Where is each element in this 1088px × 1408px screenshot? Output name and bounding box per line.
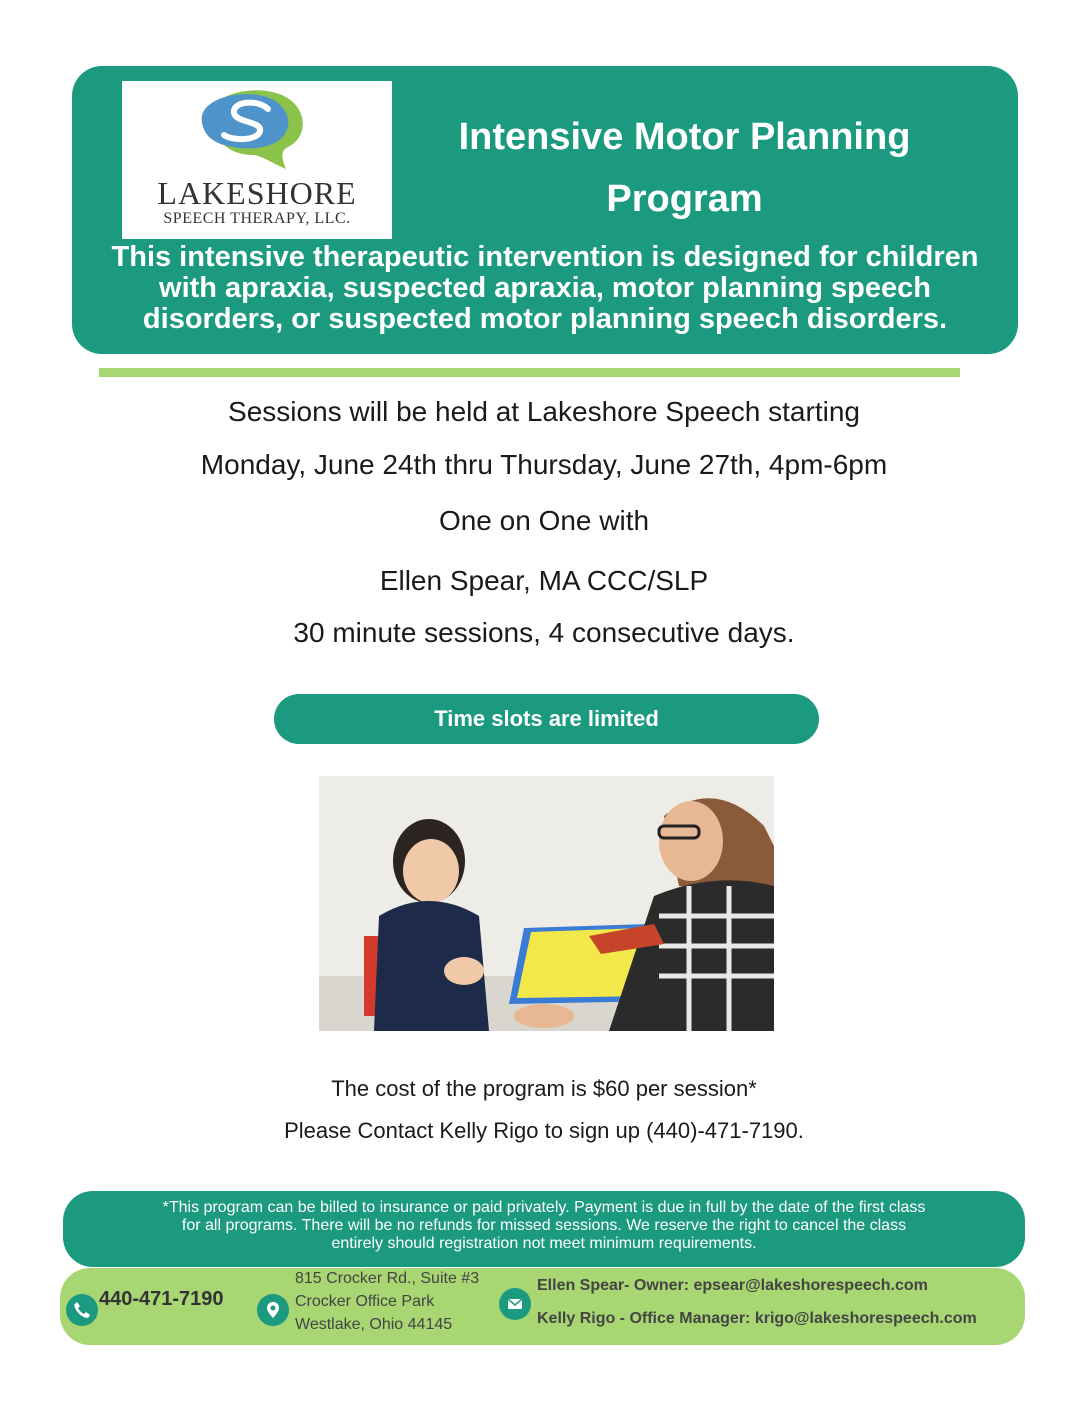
therapy-session-photo: [319, 776, 774, 1031]
manager-email[interactable]: Kelly Rigo - Office Manager: krigo@lakeshorespeech.com: [537, 1310, 977, 1327]
session-location: Sessions will be held at Lakeshore Speech starting: [228, 396, 860, 427]
program-cost: The cost of the program is $60 per session*: [331, 1076, 757, 1101]
footer-phone[interactable]: 440-471-7190: [99, 1288, 224, 1310]
limited-slots-badge: Time slots are limited: [274, 694, 819, 744]
title-line-1: Intensive Motor Planning: [458, 116, 911, 158]
footer-address: [295, 1267, 479, 1336]
address-line-2: Crocker Office Park: [295, 1293, 435, 1310]
phone-icon: [66, 1294, 98, 1326]
location-pin-icon: [257, 1294, 289, 1326]
signup-contact: Please Contact Kelly Rigo to sign up (440)-471-7190.: [284, 1118, 804, 1143]
logo-company-name: LAKESHORE: [157, 175, 357, 211]
logo-company-subtitle: SPEECH THERAPY, LLC.: [163, 210, 351, 227]
disclaimer-line-2: for all programs. There will be no refunds for missed sessions. We reserve the right to cancel the class: [181, 1217, 907, 1234]
session-format: One on One with: [438, 505, 650, 536]
divider: [99, 368, 960, 377]
therapist-name: Ellen Spear, MA CCC/SLP: [379, 565, 709, 596]
title-line-2: Program: [606, 178, 763, 220]
disclaimer-text: [83, 1199, 1005, 1253]
session-dates: Monday, June 24th thru Thursday, June 27th, 4pm-6pm: [200, 449, 888, 480]
company-logo: [122, 81, 392, 239]
page-title: [422, 106, 947, 230]
session-duration: 30 minute sessions, 4 consecutive days.: [293, 617, 795, 648]
disclaimer-box: [63, 1191, 1025, 1267]
address-line-1: 815 Crocker Rd., Suite #3: [295, 1270, 480, 1287]
disclaimer-line-1: *This program can be billed to insurance or paid privately. Payment is due in full by the date of the first class: [162, 1199, 926, 1216]
owner-email[interactable]: Ellen Spear- Owner: epsear@lakeshorespeech.com: [537, 1277, 928, 1294]
header-banner: [72, 66, 1018, 354]
address-line-3: Westlake, Ohio 44145: [295, 1316, 453, 1333]
program-description: [90, 242, 1000, 335]
email-icon: [499, 1288, 531, 1320]
disclaimer-line-3: entirely should registration not meet minimum requirements.: [331, 1235, 757, 1252]
description-line-2: with apraxia, suspected apraxia, motor planning speech: [159, 272, 931, 304]
contact-footer: [60, 1268, 1025, 1345]
description-line-3: disorders, or suspected motor planning speech disorders.: [142, 303, 948, 335]
speech-bubble-icon: [192, 83, 322, 175]
description-line-1: This intensive therapeutic intervention is designed for children: [111, 241, 979, 273]
